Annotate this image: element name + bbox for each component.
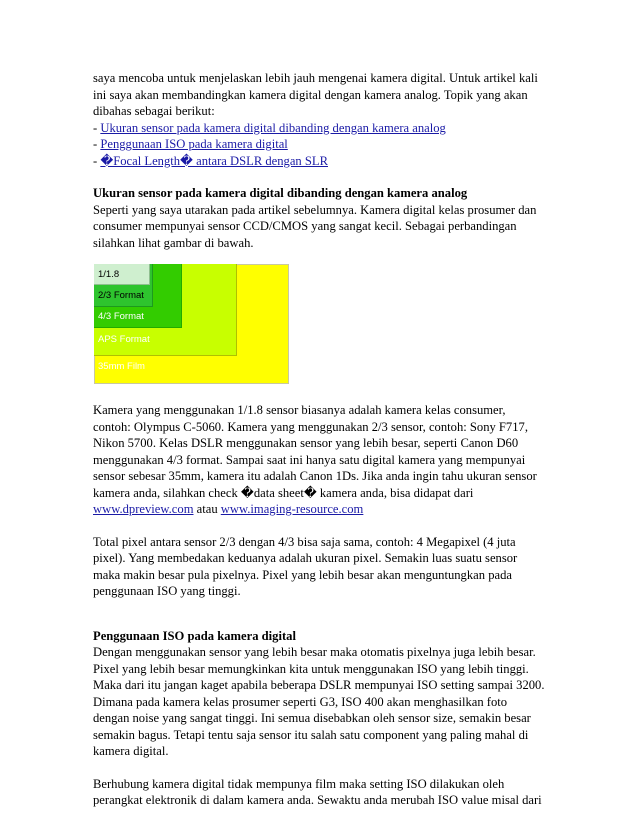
topic-item-sensor xyxy=(93,120,553,137)
text-line: menggunakan 4/3 format. Sampai saat ini hanya satu digital kamera yang mempunyai xyxy=(93,452,526,467)
text-line: kamera digital. xyxy=(93,744,169,758)
iso-section xyxy=(93,628,553,760)
text-line: perangkat elektronik di dalam kamera anda. Sewaktu anda merubah ISO value misal dari xyxy=(93,793,542,807)
topic-item-iso xyxy=(93,136,553,153)
text-line: semakin bagus. Tetapi tentu saja sensor itu salah satu component yang paling mahal di xyxy=(93,727,529,742)
links-line xyxy=(93,501,553,518)
text-line: Dengan menggunakan sensor yang lebih besar maka otomatis pixelnya juga lebih besar. xyxy=(93,645,536,659)
text-line: Maka dari itu jangan kaget apabila beberapa DSLR mempunyai ISO setting sampai 3200. xyxy=(93,678,545,692)
text-line: Berhubung kamera digital tidak mempunya film maka setting ISO dilakukan oleh xyxy=(93,776,505,791)
paragraph-gap xyxy=(93,169,553,185)
sensor-label-1-1-8: 1/1.8 xyxy=(98,269,120,280)
sensor-label-2-3: 2/3 Format xyxy=(98,290,144,301)
pixels-paragraph xyxy=(93,534,553,600)
text-line: kamera anda, silahkan check �data sheet� kamera anda, bisa didapat dari xyxy=(93,485,474,500)
text-line: dengan noise yang sangat tinggi. Ini semua disebabkan oleh sensor size, semakin besar xyxy=(93,711,531,725)
topic-prefix: - xyxy=(93,120,101,135)
section-heading-iso: Penggunaan ISO pada kamera digital xyxy=(93,628,296,643)
text-line: penggunaan ISO yang tinggi. xyxy=(93,584,241,598)
sensor-size-figure xyxy=(94,264,289,384)
topic-prefix: - xyxy=(93,153,101,168)
text-line: maka makin besar pula pixelnya. Pixel yang lebih besar akan menguntungkan pada xyxy=(93,567,512,582)
topic-prefix: - xyxy=(93,137,101,151)
text-line: pixel). Yang membedakan keduanya adalah ukuran pixel. Semakin luas suatu sensor xyxy=(93,551,518,565)
text-line: saya mencoba untuk menjelaskan lebih jauh mengenai kamera digital. Untuk artikel kali xyxy=(93,71,538,85)
paragraph-gap xyxy=(93,760,553,776)
paragraph-gap xyxy=(93,518,553,534)
paragraph-gap xyxy=(93,384,553,402)
link-dpreview[interactable]: www.dpreview.com xyxy=(93,502,194,516)
sensor-label-4-3: 4/3 Format xyxy=(98,311,144,322)
sensor-label-aps: APS Format xyxy=(98,334,150,345)
camera-paragraph xyxy=(93,402,553,518)
film-paragraph xyxy=(93,776,553,809)
link-imaging-resource[interactable]: www.imaging-resource.com xyxy=(220,502,364,516)
text-line: contoh: Olympus C-5060. Kamera yang menggunakan 2/3 sensor, contoh: Sony F717, xyxy=(93,419,528,434)
text-line: Seperti yang saya utarakan pada artikel sebelumnya. Kamera digital kelas prosumer dan xyxy=(93,202,537,217)
text-line: Total pixel antara sensor 2/3 dengan 4/3 bisa saja sama, contoh: 4 Megapixel (4 juta xyxy=(93,534,516,549)
text-line: Dimana pada kamera kelas prosumer seperti G3, ISO 400 akan menghasilkan foto xyxy=(93,694,508,709)
text-line: Kamera yang menggunakan 1/1.8 sensor biasanya adalah kamera kelas consumer, xyxy=(93,403,506,417)
text-line: Pixel yang lebih besar memungkinkan kita untuk menggunakan ISO yang lebih tinggi. xyxy=(93,661,529,676)
topic-link-iso[interactable]: Penggunaan ISO pada kamera digital xyxy=(100,137,288,151)
document-page xyxy=(93,70,553,809)
sensor-section xyxy=(93,185,553,251)
text-line: consumer mempunyai sensor CCD/CMOS yang sangat kecil. Sebagai perbandingan xyxy=(93,219,517,233)
topic-link-focal-length[interactable]: �Focal Length� antara DSLR dengan SLR xyxy=(100,153,328,168)
text-line: sensor sebesar 35mm, kamera itu adalah Canon 1Ds. Jika anda ingin tahu ukuran sensor xyxy=(93,469,537,483)
paragraph-gap xyxy=(93,600,553,628)
topic-item-focal-length xyxy=(93,153,553,170)
sensor-label-35mm: 35mm Film xyxy=(98,361,145,372)
text-line: silahkan lihat gambar di bawah. xyxy=(93,235,254,250)
link-separator: atau xyxy=(193,502,221,516)
text-line: dibahas sebagai berikut: xyxy=(93,104,215,118)
intro-paragraph xyxy=(93,70,553,169)
topic-link-sensor[interactable]: Ukuran sensor pada kamera digital dibanding dengan kamera analog xyxy=(100,120,446,135)
text-line: ini saya akan membandingkan kamera digital dengan kamera analog. Topik yang akan xyxy=(93,87,528,102)
text-line: Nikon 5700. Kelas DSLR menggunakan sensor yang lebih besar, seperti Canon D60 xyxy=(93,436,519,450)
section-heading-sensor: Ukuran sensor pada kamera digital dibanding dengan kamera analog xyxy=(93,186,468,200)
